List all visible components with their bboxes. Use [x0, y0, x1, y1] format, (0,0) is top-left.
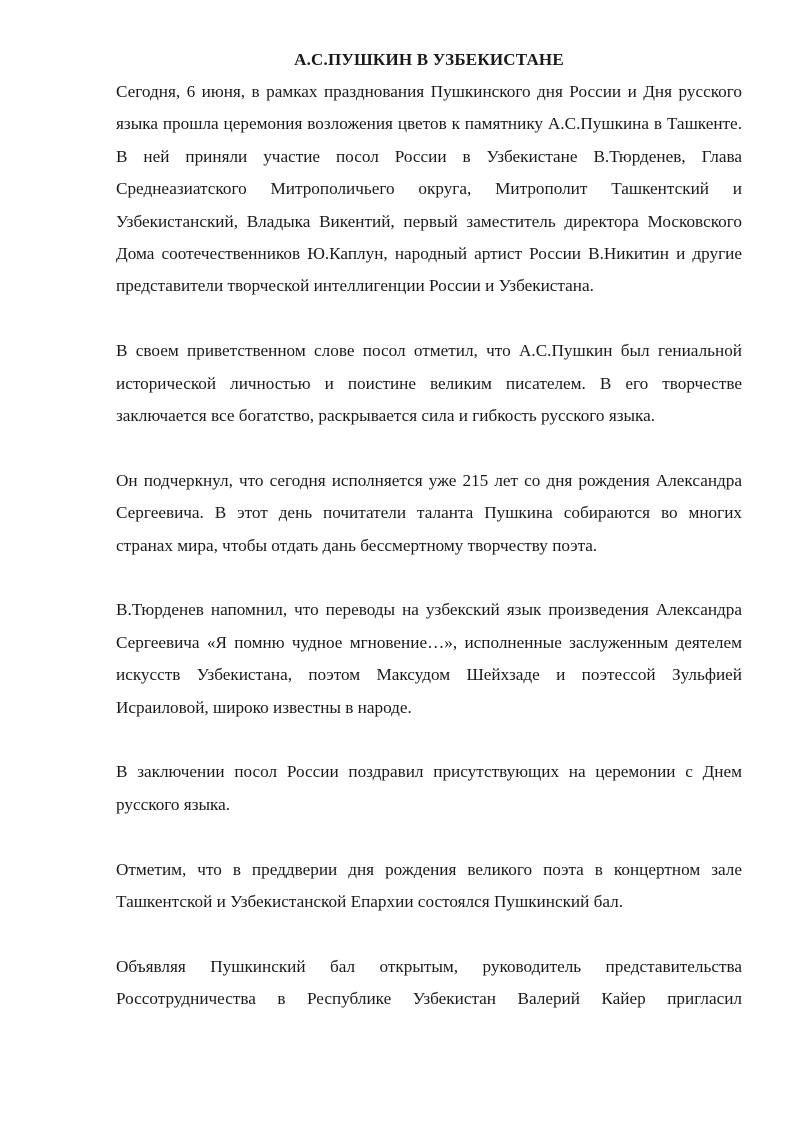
paragraph-4: В.Тюрденев напомнил, что переводы на узбекский язык произведения Александра Сергеевича «Я помню чудное мгновение…», исполненные заслуженным деятелем искусств Узбекистана, поэтом Максудом Шейхзаде и поэтессой Зульфией Исраиловой, широко известны в народе.	[116, 600, 742, 717]
paragraph-3: Он подчеркнул, что сегодня исполняется уже 215 лет со дня рождения Александра Сергеевича. В этот день почитатели таланта Пушкина собираются во многих странах мира, чтобы отдать дань бессмертному творчеству поэта.	[116, 470, 742, 555]
paragraph-6: Отметим, что в преддверии дня рождения великого поэта в концертном зале Ташкентской и Узбекистанской Епархии состоялся Пушкинский бал.	[116, 859, 742, 912]
paragraph-2: В своем приветственном слове посол отметил, что А.С.Пушкин был гениальной исторической личностью и поистине великим писателем. В его творчестве заключается все богатство, раскрывается сила и гибкость русского языка.	[116, 341, 742, 426]
document-title: А.С.ПУШКИН В УЗБЕКИСТАНЕ	[294, 50, 564, 69]
paragraph-7: Объявляя Пушкинский бал открытым, руководитель представительства Россотрудничества в Республике Узбекистан Валерий Кайер пригласил	[116, 956, 742, 1009]
document-page	[116, 44, 742, 1048]
paragraph-1: Сегодня, 6 июня, в рамках празднования Пушкинского дня России и Дня русского языка прошла церемония возложения цветов к памятнику А.С.Пушкина в Ташкенте. В ней приняли участие посол России в Узбекистане В.Тюрденев, Глава Среднеазиатского Митрополичьего округа, Митрополит Ташкентский и Узбекистанский, Владыка Викентий, первый заместитель директора Московского Дома соотечественников Ю.Каплун, народный артист России В.Никитин и другие представители творческой интеллигенции России и Узбекистана.	[116, 82, 742, 296]
paragraph-5: В заключении посол России поздравил присутствующих на церемонии с Днем русского языка.	[116, 762, 742, 814]
